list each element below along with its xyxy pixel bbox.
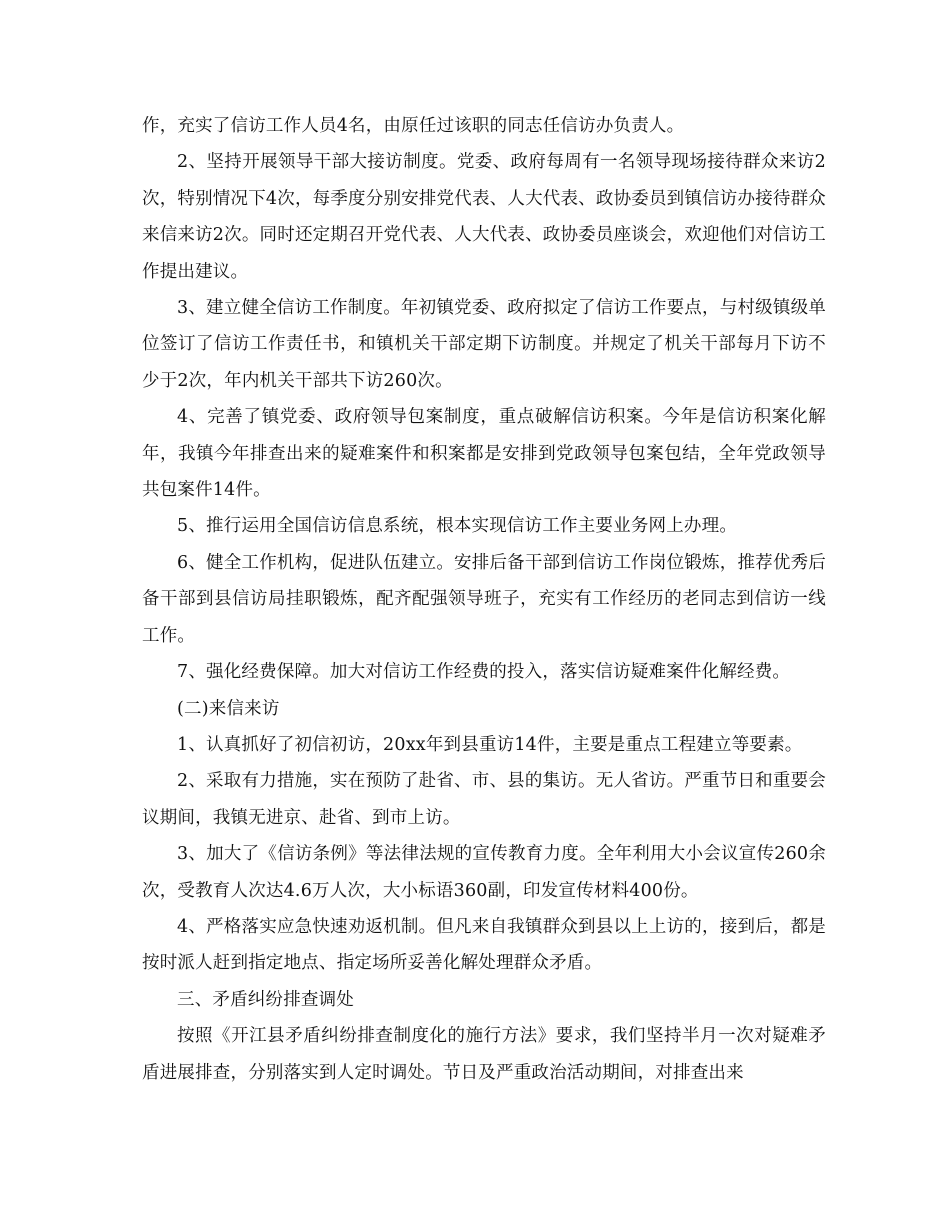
paragraph-item-5: 5、推行运用全国信访信息系统，根本实现信访工作主要业务网上办理。 xyxy=(177,516,738,537)
paragraph-item-2: 2、坚持开展领导干部大接访制度。党委、政府每周有一名领导现场接待群众来访2次，特别情况下4次，每季度分别安排党代表、人大代表、政协委员到镇信访办接待群众来信来访2次。同时还定期召开党代表、人大代表、政协委员座谈会，欢迎他们对信访工作提出建议。 xyxy=(142,152,826,282)
section-heading-disputes: 三、矛盾纠纷排查调处 xyxy=(177,989,354,1010)
paragraph-item-3: 3、建立健全信访工作制度。年初镇党委、政府拟定了信访工作要点，与村级镇级单位签订了信访工作责任书，和镇机关干部定期下访制度。并规定了机关干部每月下访不少于2次，年内机关干部共下访260次。 xyxy=(142,298,826,391)
paragraph-continuation: 作，充实了信访工作人员4名，由原任过该职的同志任信访办负责人。 xyxy=(142,116,685,136)
paragraph-visits-4: 4、严格落实应急快速劝返机制。但凡来自我镇群众到县以上上访的，接到后，都是按时派人赶到指定地点、指定场所妥善化解处理群众矛盾。 xyxy=(142,916,826,974)
paragraph-visits-1: 1、认真抓好了初信初访，20xx年到县重访14件，主要是重点工程建立等要素。 xyxy=(177,734,803,755)
paragraph-item-6: 6、健全工作机构，促进队伍建立。安排后备干部到信访工作岗位锻炼，推荐优秀后备干部到县信访局挂职锻炼，配齐配强领导班子，充实有工作经历的老同志到信访一线工作。 xyxy=(142,552,826,646)
paragraph-visits-3: 3、加大了《信访条例》等法律法规的宣传教育力度。全年利用大小会议宣传260余次，受教育人次达4.6万人次，大小标语360副，印发宣传材料400份。 xyxy=(142,844,826,901)
paragraph-item-7: 7、强化经费保障。加大对信访工作经费的投入，落实信访疑难案件化解经费。 xyxy=(177,662,791,683)
paragraph-visits-2: 2、采取有力措施，实在预防了赴省、市、县的集访。无人省访。严重节日和重要会议期间，我镇无进京、赴省、到市上访。 xyxy=(142,771,826,828)
section-heading-letters-visits: (二)来信来访 xyxy=(177,698,280,719)
paragraph-disputes-intro: 按照《开江县矛盾纠纷排查制度化的施行方法》要求，我们坚持半月一次对疑难矛盾进展排查，分别落实到人定时调处。节日及严重政治活动期间，对排查出来 xyxy=(142,1026,826,1083)
document-body xyxy=(142,108,826,1091)
paragraph-item-4: 4、完善了镇党委、政府领导包案制度，重点破解信访积案。今年是信访积案化解年，我镇今年排查出来的疑难案件和积案都是安排到党政领导包案包结，全年党政领导共包案件14件。 xyxy=(142,407,826,501)
